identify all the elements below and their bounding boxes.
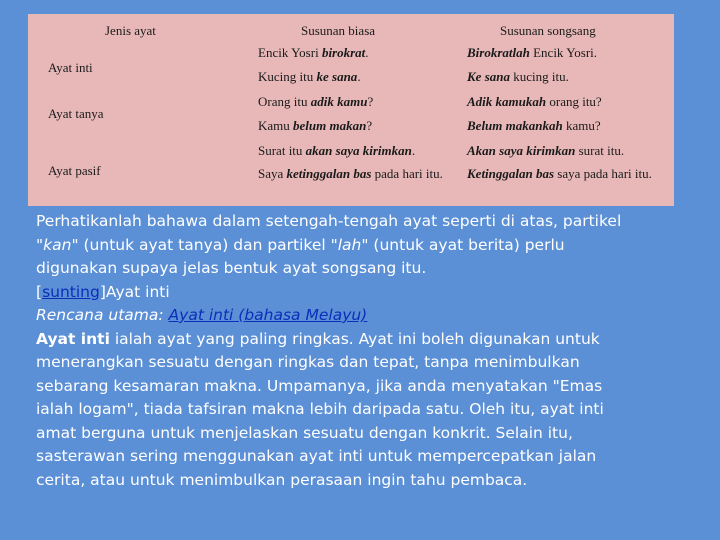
section-heading: [sunting]Ayat inti bbox=[36, 282, 170, 301]
row-label-ayat-pasif: Ayat pasif bbox=[48, 163, 101, 178]
paragraph-ayat-inti-line: Ayat inti ialah ayat yang paling ringkas. Ayat ini boleh digunakan untuk bbox=[36, 329, 600, 348]
songsang-cell: Belum makankah kamu? bbox=[467, 118, 601, 133]
article-text bbox=[36, 210, 686, 492]
header-susunan-songsang: Susunan songsang bbox=[500, 23, 596, 38]
biasa-cell: Kucing itu ke sana. bbox=[258, 69, 361, 84]
songsang-cell: Akan saya kirimkan surat itu. bbox=[467, 143, 625, 158]
paragraph-ayat-inti-line: amat berguna untuk menjelaskan sesuatu dengan konkrit. Selain itu, bbox=[36, 423, 573, 442]
section-title: Ayat inti bbox=[105, 282, 170, 301]
example-table bbox=[28, 14, 674, 206]
biasa-cell: Kamu belum makan? bbox=[258, 118, 373, 133]
songsang-cell: Ketinggalan bas saya pada hari itu. bbox=[467, 166, 652, 181]
main-article-link[interactable]: Ayat inti (bahasa Melayu) bbox=[168, 306, 368, 324]
biasa-cell: Orang itu adik kamu? bbox=[258, 94, 374, 109]
edit-link[interactable]: sunting bbox=[42, 282, 100, 301]
paragraph-ayat-inti-line: menerangkan sesuatu dengan ringkas dan tepat, tanpa menimbulkan bbox=[36, 353, 580, 371]
header-jenis-ayat: Jenis ayat bbox=[105, 23, 156, 38]
paragraph-ayat-inti-line: cerita, atau untuk menimbulkan perasaan ingin tahu pembaca. bbox=[36, 470, 528, 489]
main-article-note: Rencana utama: Ayat inti (bahasa Melayu) bbox=[36, 306, 368, 324]
biasa-cell: Encik Yosri birokrat. bbox=[258, 45, 369, 60]
songsang-cell: Adik kamukah orang itu? bbox=[467, 94, 602, 109]
biasa-cell: Saya ketinggalan bas pada hari itu. bbox=[258, 166, 443, 181]
row-label-ayat-inti: Ayat inti bbox=[48, 60, 93, 75]
songsang-cell: Ke sana kucing itu. bbox=[467, 69, 569, 84]
paragraph-ayat-inti-line: sasterawan sering menggunakan ayat inti untuk mempercepatkan jalan bbox=[36, 447, 597, 465]
paragraph-ayat-inti-line: sebarang kesamaran makna. Umpamanya, jika anda menyatakan "Emas bbox=[36, 376, 603, 395]
paragraph-particles-line: digunakan supaya jelas bentuk ayat songsang itu. bbox=[36, 259, 427, 277]
biasa-cell: Surat itu akan saya kirimkan. bbox=[258, 143, 416, 158]
paragraph-ayat-inti-line: ialah logam", tiada tafsiran makna lebih daripada satu. Oleh itu, ayat inti bbox=[36, 400, 604, 418]
row-label-ayat-tanya: Ayat tanya bbox=[48, 106, 104, 121]
paragraph-particles-line: "kan" (untuk ayat tanya) dan partikel "lah" (untuk ayat berita) perlu bbox=[36, 235, 565, 254]
paragraph-particles-line: Perhatikanlah bahawa dalam setengah-tengah ayat seperti di atas, partikel bbox=[36, 212, 622, 230]
songsang-cell: Birokratlah Encik Yosri. bbox=[467, 45, 598, 60]
header-susunan-biasa: Susunan biasa bbox=[301, 23, 376, 38]
